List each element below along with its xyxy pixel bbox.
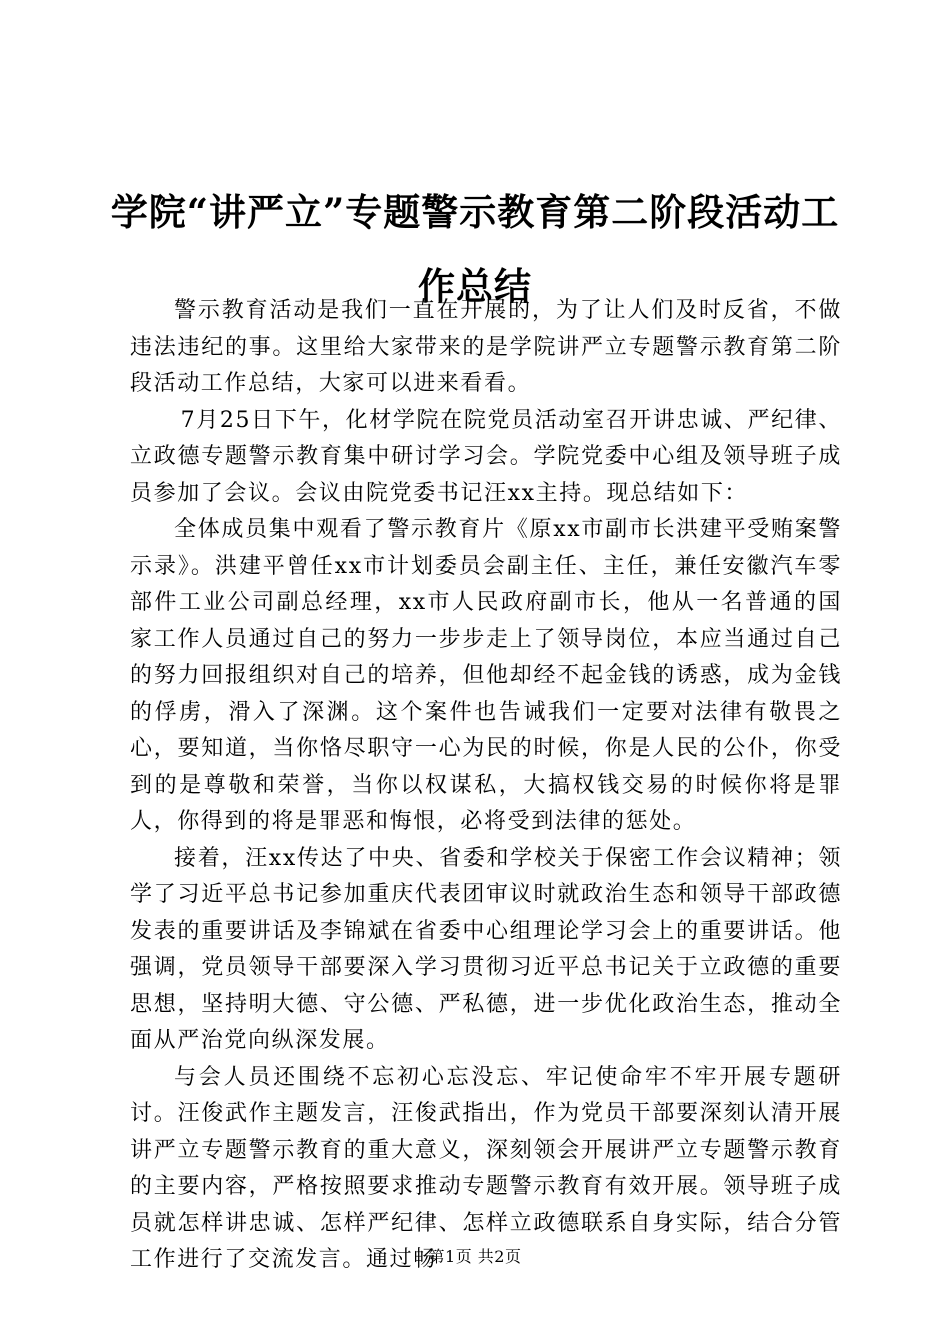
document-title: 学院“讲严立”专题警示教育第二阶段活动工作总结 — [110, 189, 840, 308]
paragraph-meeting: 7月25日下午，化材学院在院党员活动室召开讲忠诚、严纪律、立政德专题警示教育集中研讨学习会。学院党委中心组及领导班子成员参加了会议。会议由院党委书记汪xx主持。现总结如下： — [130, 407, 842, 506]
paragraph-intro: 警示教育活动是我们一直在开展的，为了让人们及时反省，不做违法违纪的事。这里给大家带来的是学院讲严立专题警示教育第二阶段活动工作总结，大家可以进来看看。 — [130, 298, 842, 396]
document-body — [130, 293, 842, 1279]
page-number: 第1页 共2页 — [428, 1247, 522, 1266]
paragraph-film: 全体成员集中观看了警示教育片《原xx市副市长洪建平受贿案警示录》。洪建平曾任xx市计划委员会副主任、主任，兼任安徽汽车零部件工业公司副总经理，xx市人民政府副市长，他从一名普通的国家工作人员通过自己的努力一步步走上了领导岗位，本应当通过自己的努力回报组织对自己的培养，但他却经不起金钱的诱惑，成为金钱的俘虏，滑入了深渊。这个案件也告诫我们一定要对法律有敬畏之心，要知道，当你恪尽职守一心为民的时候，你是人民的公仆，你受到的是尊敬和荣誉，当你以权谋私，大搞权钱交易的时候你将是罪人，你得到的将是罪恶和悔恨，必将受到法律的惩处。 — [130, 517, 842, 834]
paragraph-speech: 接着，汪xx传达了中央、省委和学校关于保密工作会议精神；领学了习近平总书记参加重庆代表团审议时就政治生态和领导干部政德发表的重要讲话及李锦斌在省委中心组理论学习会上的重要讲话。他强调，党员领导干部要深入学习贯彻习近平总书记关于立政德的重要思想，坚持明大德、守公德、严私德，进一步优化政治生态，推动全面从严治党向纵深发展。 — [130, 845, 842, 1053]
paragraph-discussion: 与会人员还围绕不忘初心忘没忘、牢记使命牢不牢开展专题研讨。汪俊武作主题发言，汪俊武指出，作为党员干部要深刻认清开展讲严立专题警示教育的重大意义，深刻领会开展讲严立专题警示教育的主要内容，严格按照要求推动专题警示教育有效开展。领导班子成员就怎样讲忠诚、怎样严纪律、怎样立政德联系自身实际，结合分管工作进行了交流发言。通过畅 — [130, 1064, 842, 1272]
